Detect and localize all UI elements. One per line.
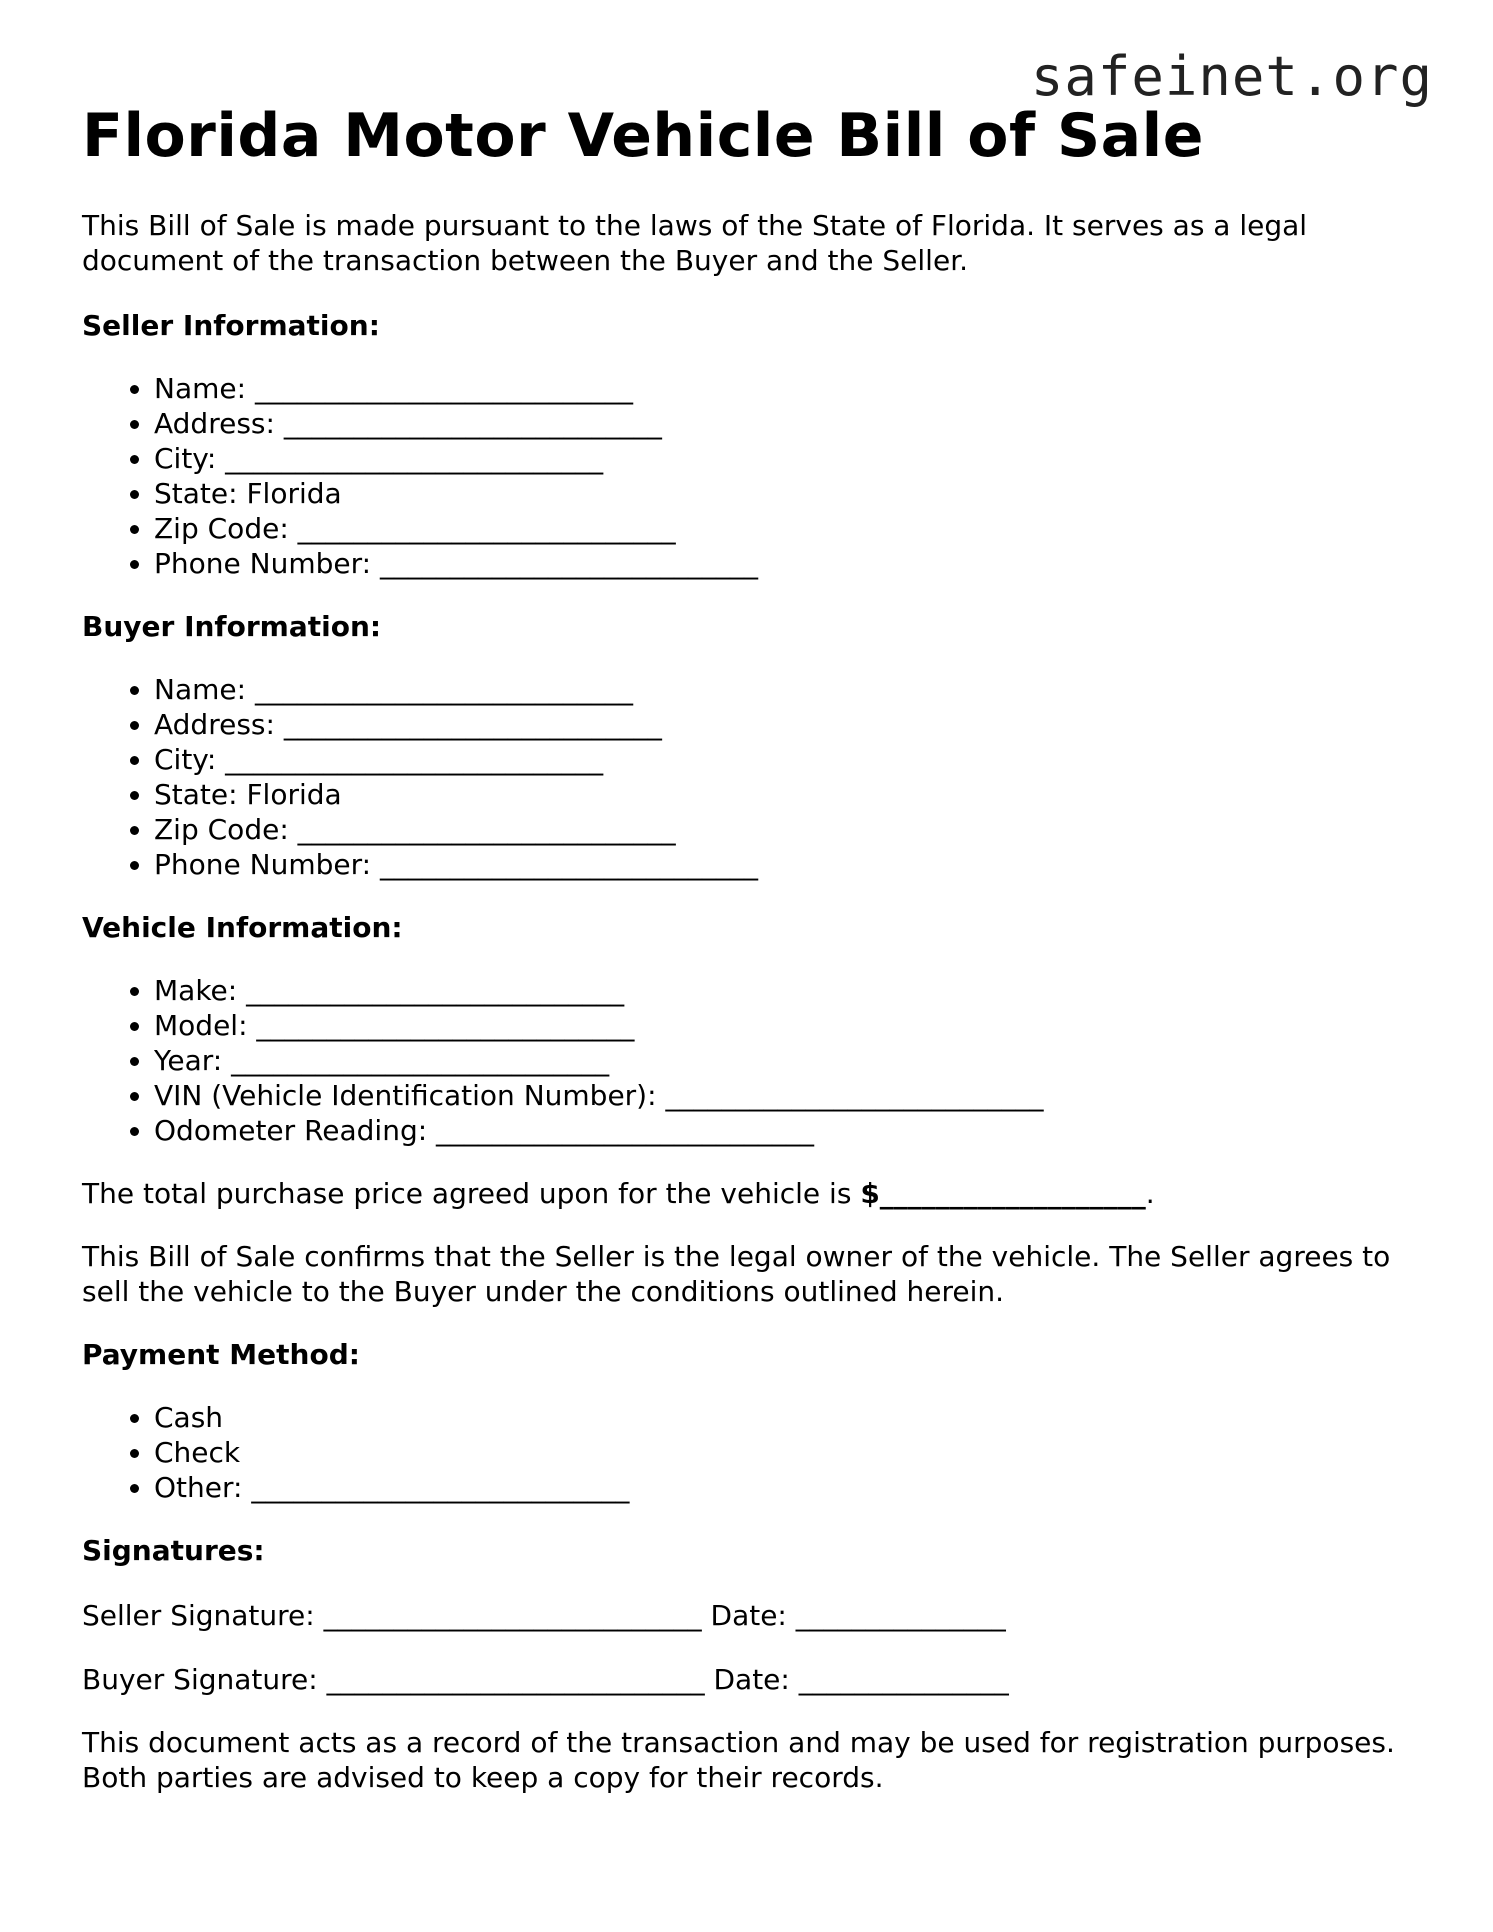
document-page: [82, 100, 1422, 1795]
seller-signature-line: Seller Signature: ___________________________ Date: _______________: [82, 1599, 1006, 1632]
seller-phone-item: • Phone Number: ___________________________: [154, 546, 1422, 581]
payment-heading: Payment Method:: [82, 1338, 360, 1371]
buyer-phone-item: • Phone Number: ___________________________: [154, 847, 1422, 882]
vehicle-year-item: • Year: ___________________________: [154, 1043, 1422, 1078]
seller-heading: Seller Information:: [82, 309, 380, 342]
buyer-name-item: • Name: ___________________________: [154, 672, 1422, 707]
vehicle-make-item: • Make: ___________________________: [154, 973, 1422, 1008]
vehicle-odometer-item: • Odometer Reading: ___________________________: [154, 1113, 1422, 1148]
payment-cash-item: • Cash: [154, 1400, 1422, 1435]
price-paragraph: [82, 1176, 1422, 1211]
seller-name-item: • Name: ___________________________: [154, 371, 1422, 406]
seller-state-item: • State: Florida: [154, 476, 1422, 511]
vehicle-heading: Vehicle Information:: [82, 911, 403, 944]
seller-address-item: • Address: ___________________________: [154, 406, 1422, 441]
seller-zip-item: • Zip Code: ___________________________: [154, 511, 1422, 546]
buyer-signature-line: Buyer Signature: ___________________________ Date: _______________: [82, 1663, 1009, 1696]
payment-list: [82, 1400, 1422, 1505]
price-suffix: .: [1145, 1177, 1155, 1210]
buyer-heading: Buyer Information:: [82, 610, 382, 643]
price-prefix: The total purchase price agreed upon for the vehicle is: [82, 1177, 861, 1210]
vehicle-model-item: • Model: ___________________________: [154, 1008, 1422, 1043]
intro-paragraph: This Bill of Sale is made pursuant to the laws of the State of Florida. It serves as a legal document of the transaction between the Buyer and the Seller.: [82, 209, 1308, 277]
payment-check-item: • Check: [154, 1435, 1422, 1470]
watermark: safeinet.org: [1030, 45, 1433, 108]
signatures-heading: Signatures:: [82, 1534, 265, 1567]
seller-city-item: • City: ___________________________: [154, 441, 1422, 476]
closing-paragraph: This document acts as a record of the transaction and may be used for registration purposes. Both parties are advised to keep a copy for their records.: [82, 1726, 1395, 1794]
buyer-zip-item: • Zip Code: ___________________________: [154, 812, 1422, 847]
vehicle-vin-item: • VIN (Vehicle Identification Number): ___________________________: [154, 1078, 1422, 1113]
vehicle-list: [82, 973, 1422, 1148]
buyer-list: [82, 672, 1422, 882]
ownership-paragraph: This Bill of Sale confirms that the Seller is the legal owner of the vehicle. The Seller agrees to sell the vehicle to the Buyer under the conditions outlined herein.: [82, 1240, 1391, 1308]
seller-list: [82, 371, 1422, 581]
document-title: Florida Motor Vehicle Bill of Sale: [82, 101, 1204, 171]
buyer-city-item: • City: ___________________________: [154, 742, 1422, 777]
buyer-address-item: • Address: ___________________________: [154, 707, 1422, 742]
price-amount: $___________________: [860, 1177, 1146, 1210]
buyer-state-item: • State: Florida: [154, 777, 1422, 812]
payment-other-item: • Other: ___________________________: [154, 1470, 1422, 1505]
